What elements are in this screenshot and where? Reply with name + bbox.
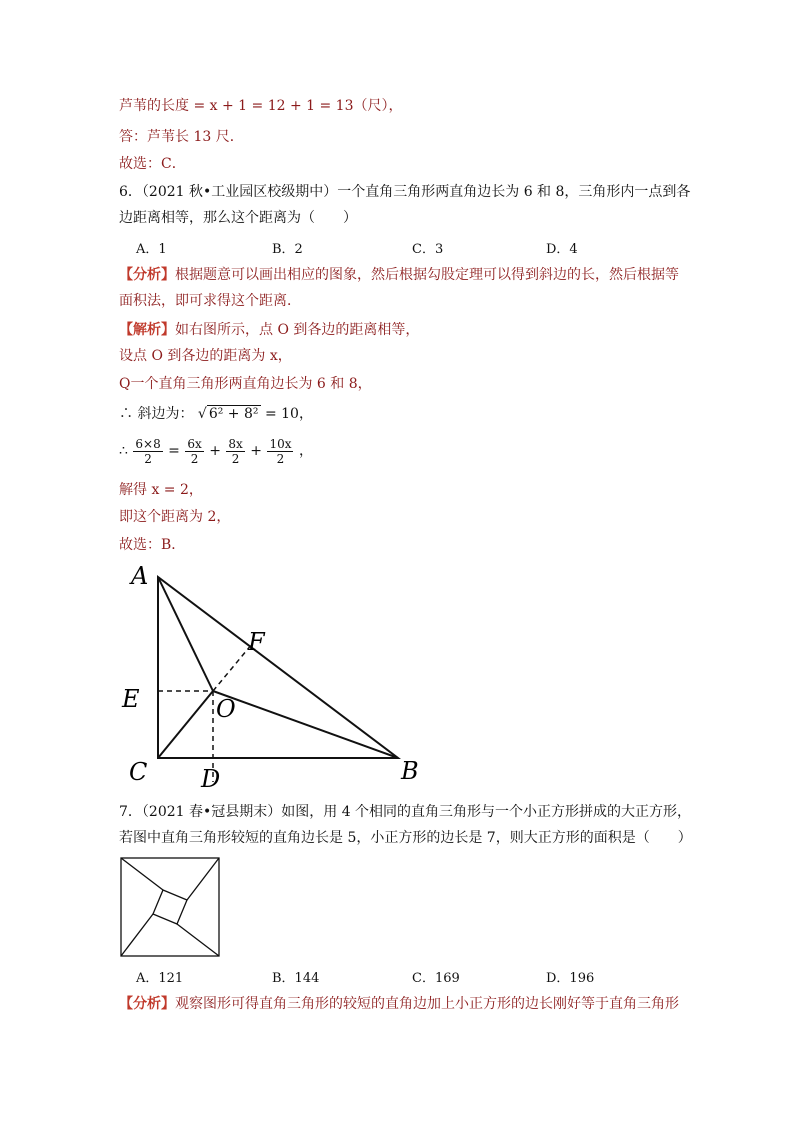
q6-stem-line-2: 边距离相等，那么这个距离为（ ）: [119, 210, 357, 226]
q6-solution-line-3: Q一个直角三角形两直角边长为 6 和 8，: [119, 376, 372, 392]
analysis-text: 观察图形可得直角三角形的较短的直角边加上小正方形的边长刚好等于直角三角形: [175, 996, 679, 1012]
label-f: F: [248, 628, 265, 656]
sqrt-sign: √: [197, 406, 207, 422]
q7-option-c: C．169: [412, 971, 460, 986]
reed-length-line: 芦苇的长度 = x + 1 = 12 + 1 = 13（尺），: [119, 98, 403, 114]
q7-analysis-line-1: [119, 994, 679, 1014]
fraction-1: $\frac{6\times 8}{2}$: [135, 436, 161, 466]
q6-stem-line-1: 6．（2021 秋•工业园区校级期中）一个直角三角形两直角边长为 6 和 8，三角形内一点到各: [119, 184, 691, 200]
q6-equation-line: [119, 436, 313, 466]
q7-option-b: B．144: [272, 971, 320, 986]
fraction-3: $\frac{8x}{2}$: [228, 436, 243, 466]
q6-option-d: D．4: [546, 242, 578, 257]
analysis-text: 根据题意可以画出相应的图象，然后根据勾股定理可以得到斜边的长，然后根据等: [175, 267, 679, 283]
small-square: [153, 890, 187, 924]
hypotenuse-prefix: ∴ 斜边为：: [119, 406, 194, 422]
segment-bo: [213, 691, 398, 758]
q6-option-b: B．2: [272, 242, 303, 257]
q6-solution-line-1: [119, 320, 419, 340]
plus-1: +: [209, 443, 221, 459]
label-c: C: [129, 758, 148, 786]
analysis-tag: 【分析】: [119, 996, 175, 1012]
q6-distance-line: 即这个距离为 2，: [119, 509, 231, 525]
label-b: B: [401, 757, 419, 785]
sqrt-radicand: 6² + 8²: [208, 406, 259, 422]
triangle-figure: [115, 560, 425, 795]
inner-triangles: [121, 858, 219, 956]
label-o: O: [216, 695, 236, 723]
solution-text: 如右图所示，点 O 到各边的距离相等，: [175, 322, 420, 338]
fraction-2: $\frac{6x}{2}$: [187, 436, 202, 466]
q6-options: [0, 238, 794, 258]
solution-tag: 【解析】: [119, 322, 175, 338]
q6-analysis-line-1: [119, 265, 679, 285]
equation-end: ，: [298, 443, 313, 459]
q6-solve-line: 解得 x = 2，: [119, 482, 203, 498]
therefore: ∴: [119, 443, 128, 459]
q7-option-d: D．196: [546, 971, 595, 986]
square-figure: [119, 856, 223, 960]
hypotenuse-result: = 10，: [264, 406, 313, 422]
q7-stem-line-1: 7．（2021 春•冠县期末）如图，用 4 个相同的直角三角形与一个小正方形拼成的大正方形，: [119, 804, 692, 820]
q7-option-a: A．121: [136, 971, 184, 986]
q6-solution-line-2: 设点 O 到各边的距离为 x，: [119, 348, 292, 364]
q6-hypotenuse-line: [119, 404, 313, 424]
q6-option-c: C．3: [412, 242, 444, 257]
label-a: A: [131, 562, 149, 590]
plus-2: +: [250, 443, 262, 459]
label-e: E: [122, 685, 140, 713]
equals: =: [168, 443, 180, 459]
triangle-outline: [158, 577, 398, 758]
q6-choose-line: 故选：B．: [119, 537, 186, 553]
fraction-4: $\frac{10x}{2}$: [269, 436, 292, 466]
choose-c-line: 故选：C．: [119, 156, 186, 172]
dashed-of: [213, 644, 252, 691]
analysis-tag: 【分析】: [119, 267, 175, 283]
segment-ao: [158, 577, 213, 691]
answer-line: 答：芦苇长 13 尺．: [119, 129, 244, 145]
segment-co: [158, 691, 213, 758]
big-square: [121, 858, 219, 956]
q6-option-a: A．1: [136, 242, 167, 257]
q6-analysis-line-2: 面积法，即可求得这个距离．: [119, 293, 301, 309]
q7-stem-line-2: 若图中直角三角形较短的直角边长是 5，小正方形的边长是 7，则大正方形的面积是（ ）: [119, 830, 692, 846]
q7-options: [0, 967, 794, 987]
label-d: D: [201, 765, 221, 793]
